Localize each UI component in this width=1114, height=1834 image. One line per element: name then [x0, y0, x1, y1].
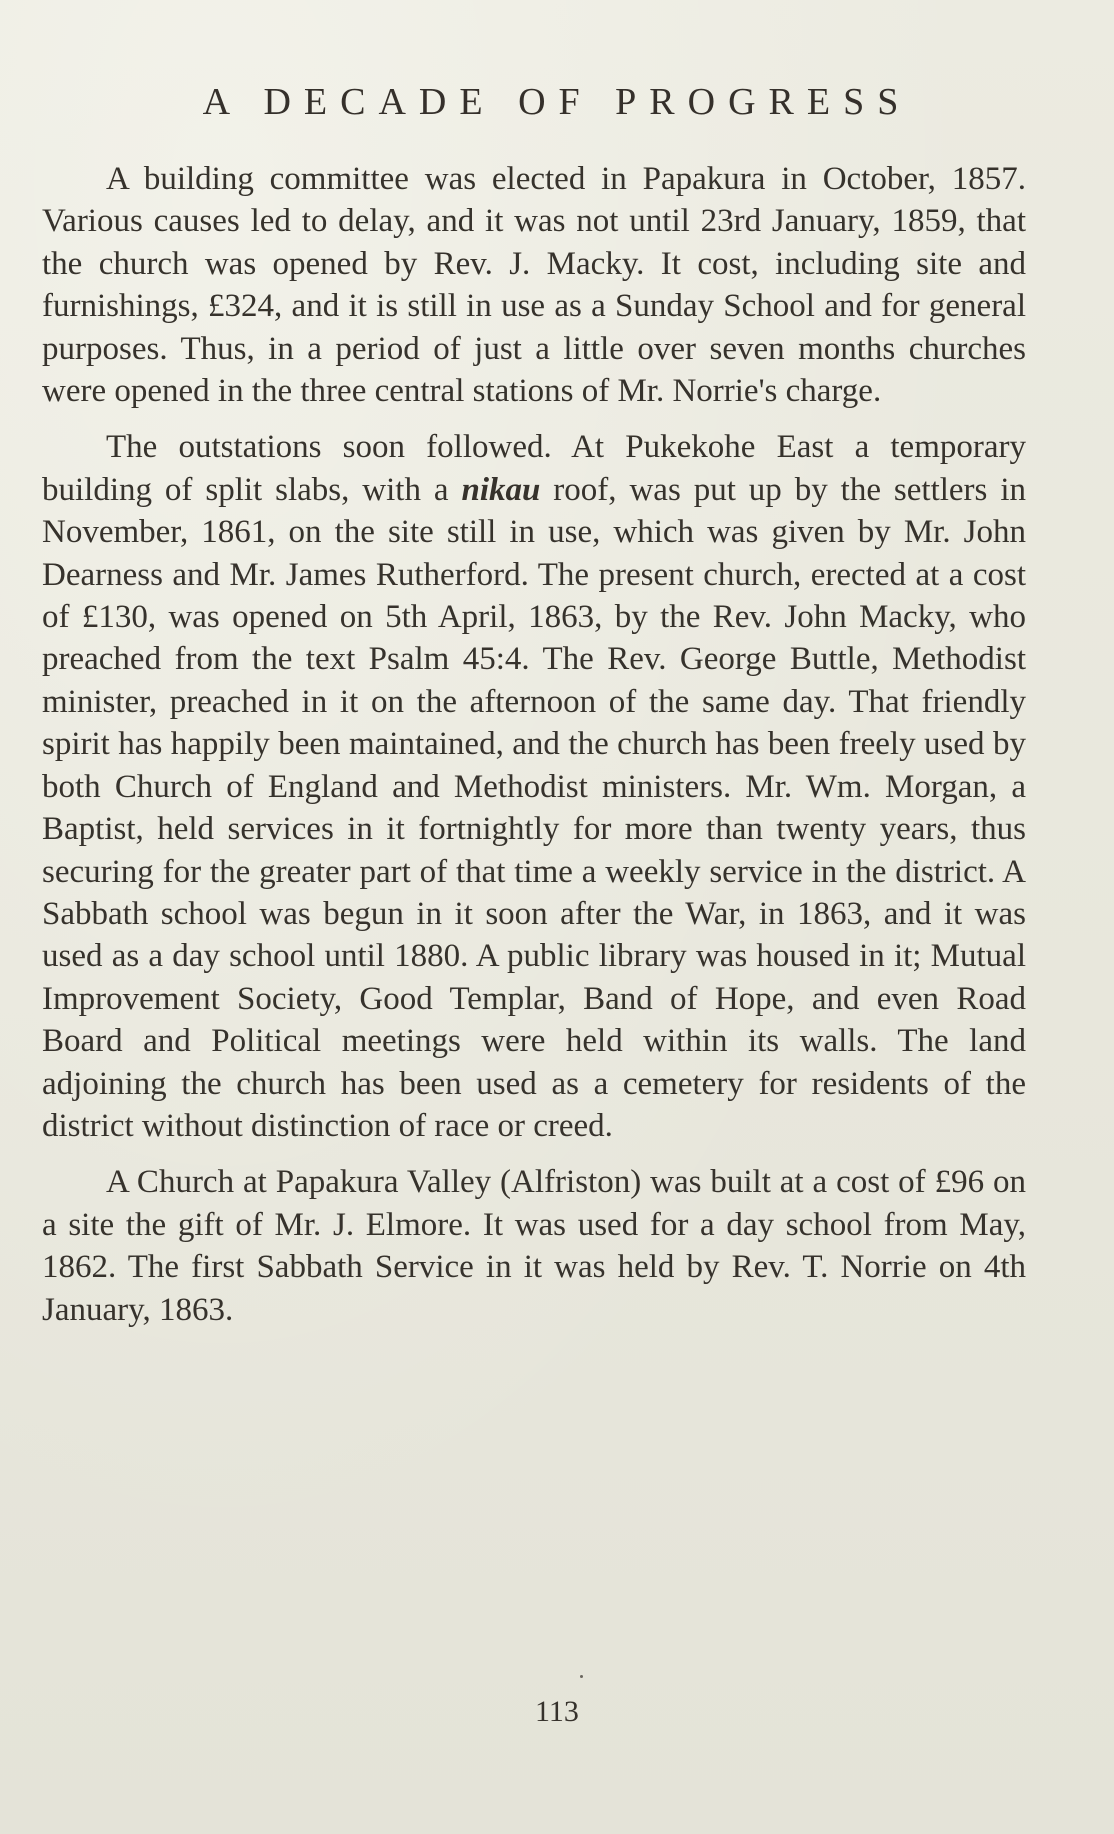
paragraph-papakura-church: A building committee was elected in Papakura in October, 1857. Various causes led to delay, and it was not until 23rd January, 1859, that the church was opened by Rev. J. Macky. It cost, including site and furnishings, £324, and it is still in use as a Sunday School and for general purposes. Thus, in a period of just a little over seven months churches were opened in the three central stations of Mr. Norrie's charge.	[42, 161, 1026, 410]
paragraph-pukekohe-east-church: The outstations soon followed. At Pukekohe East a temporary building of split slabs, with a nikau roof, was put up by the settlers in November, 1861, on the site still in use, which was given by Mr. John Dearness and Mr. James Rutherford. The present church, erected at a cost of £130, was opened on 5th April, 1863, by the Rev. John Macky, who preached from the text Psalm 45:4. The Rev. George Buttle, Methodist minister, preached in it on the afternoon of the same day. That friendly spirit has happily been maintained, and the church has been freely used by both Church of England and Methodist ministers. Mr. Wm. Morgan, a Baptist, held services in it fortnightly for more than twenty years, thus securing for the greater part of that time a weekly service in the district. A Sabbath school was begun in it soon after the War, in 1863, and it was used as a day school until 1880. A public library was housed in it; Mutual Improvement Society, Good Templar, Band of Hope, and even Road Board and Political meetings were held within its walls. The land adjoining the church has been used as a cemetery for residents of the district without distinction of race or creed.	[42, 429, 1026, 1144]
running-head: A DECADE OF PROGRESS	[202, 81, 912, 123]
italic-term-nikau: nikau	[461, 471, 541, 508]
body-text	[42, 158, 1026, 1331]
page-number: 113	[535, 1695, 579, 1728]
paper-speck	[580, 1675, 583, 1678]
paragraph-papakura-valley-church: A Church at Papakura Valley (Alfriston) was built at a cost of £96 on a site the gift of Mr. J. Elmore. It was used for a day school from May, 1862. The first Sabbath Service in it was held by Rev. T. Norrie on 4th January, 1863.	[42, 1164, 1026, 1328]
